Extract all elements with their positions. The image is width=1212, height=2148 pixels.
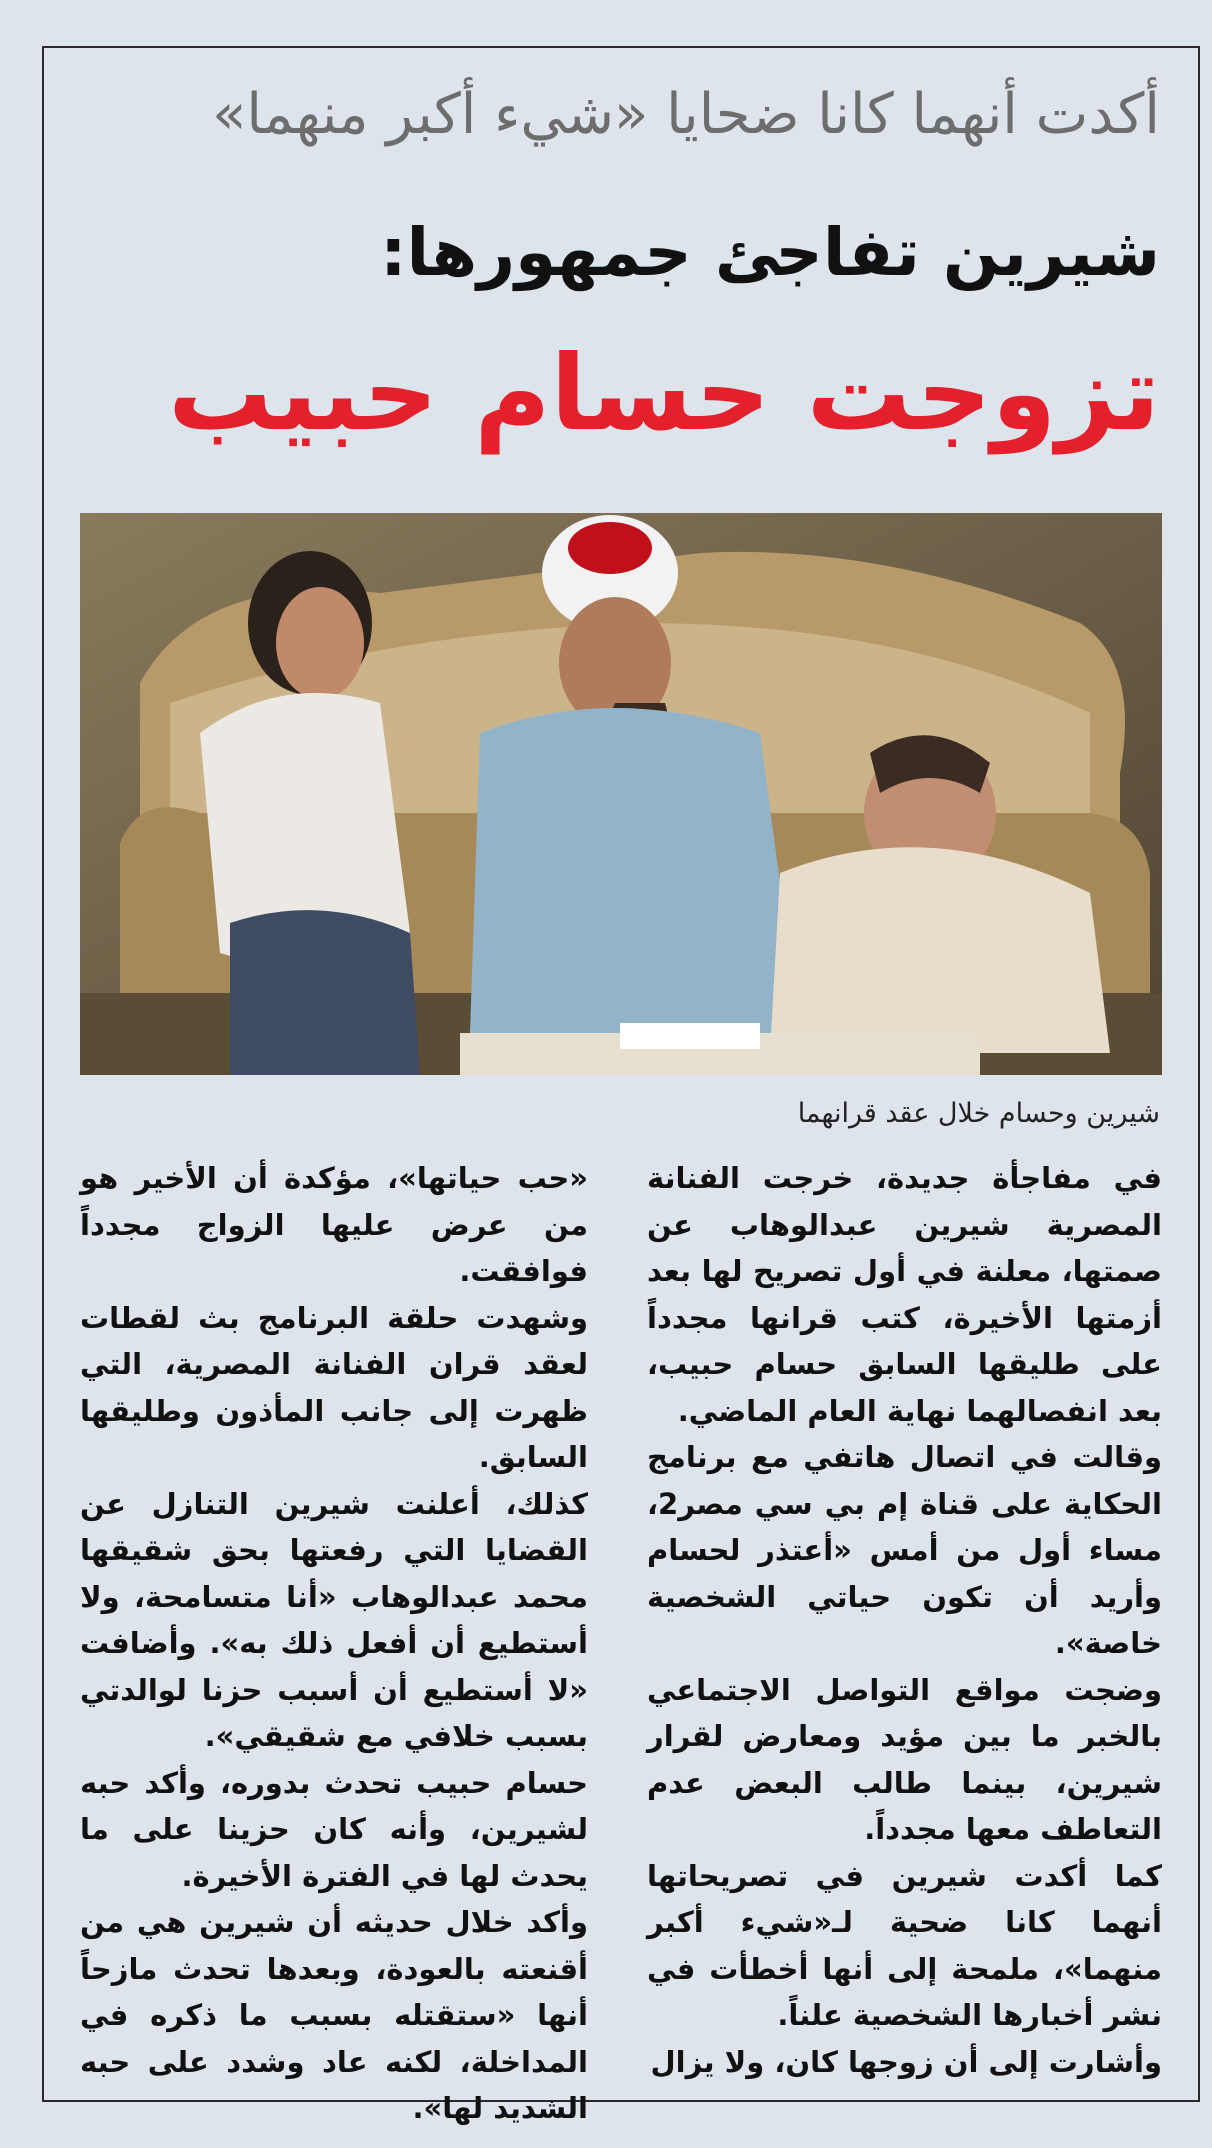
- article-column-left: [80, 1155, 588, 2132]
- paragraph: وقالت في اتصال هاتفي مع برنامج الحكاية على قناة إم بي سي مصر2، مساء أول من أمس «أعتذر لحسام وأريد أن تكون حياتي الشخصية خاصة».: [647, 1440, 1162, 1660]
- paragraph: وشهدت حلقة البرنامج بث لقطات لعقد قران الفنانة المصرية، التي ظهرت إلى جانب المأذون وطليقها السابق.: [80, 1300, 588, 1474]
- paragraph: «حب حياتها»، مؤكدة أن الأخير هو من عرض عليها الزواج مجدداً فوافقت.: [80, 1161, 588, 1288]
- article-photo: [80, 513, 1162, 1075]
- paragraph: وضجت مواقع التواصل الاجتماعي بالخبر ما بين مؤيد ومعارض لقرار شيرين، بينما طالب البعض عدم التعاطف معها مجدداً.: [647, 1672, 1162, 1846]
- paragraph: حسام حبيب تحدث بدوره، وأكد حبه لشيرين، وأنه كان حزينا على ما يحدث لها في الفترة الأخيرة.: [80, 1765, 588, 1893]
- photo-caption: شيرين وحسام خلال عقد قرانهما: [797, 1098, 1160, 1129]
- headline: شيرين تفاجئ جمهورها:: [380, 214, 1160, 291]
- headline-highlight: تزوجت حسام حبيب: [168, 332, 1160, 454]
- paragraph: وأشارت إلى أن زوجها كان، ولا يزال: [650, 2044, 1162, 2079]
- article-column-right: [647, 1155, 1162, 2085]
- kicker: أكدت أنهما كانا ضحايا «شيء أكبر منهما»: [212, 82, 1160, 147]
- paragraph: كذلك، أعلنت شيرين التنازل عن القضايا التي رفعتها بحق شقيقها محمد عبدالوهاب «أنا متسامحة، ولا أستطيع أن أفعل ذلك به». وأضافت «لا أستطيع أن أسبب حزنا لوالدتي بسبب خلافي مع شقيقي».: [80, 1486, 588, 1753]
- paragraph: كما أكدت شيرين في تصريحاتها أنهما كانا ضحية لـ«شيء أكبر منهما»، ملمحة إلى أنها أخطأت في نشر أخبارها الشخصية علناً.: [647, 1858, 1162, 2032]
- paragraph: في مفاجأة جديدة، خرجت الفنانة المصرية شيرين عبدالوهاب عن صمتها، معلنة في أول تصريح لها بعد أزمتها الأخيرة، كتب قرانها مجدداً على طليقها السابق حسام حبيب، بعد انفصالهما نهاية العام الماضي.: [647, 1161, 1162, 1428]
- paragraph: وأكد خلال حديثه أن شيرين هي من أقنعته بالعودة، وبعدها تحدث مازحاً أنها «ستقتله بسبب ما ذكره في المداخلة، لكنه عاد وشدد على حبه الشديد لها».: [80, 1905, 588, 2125]
